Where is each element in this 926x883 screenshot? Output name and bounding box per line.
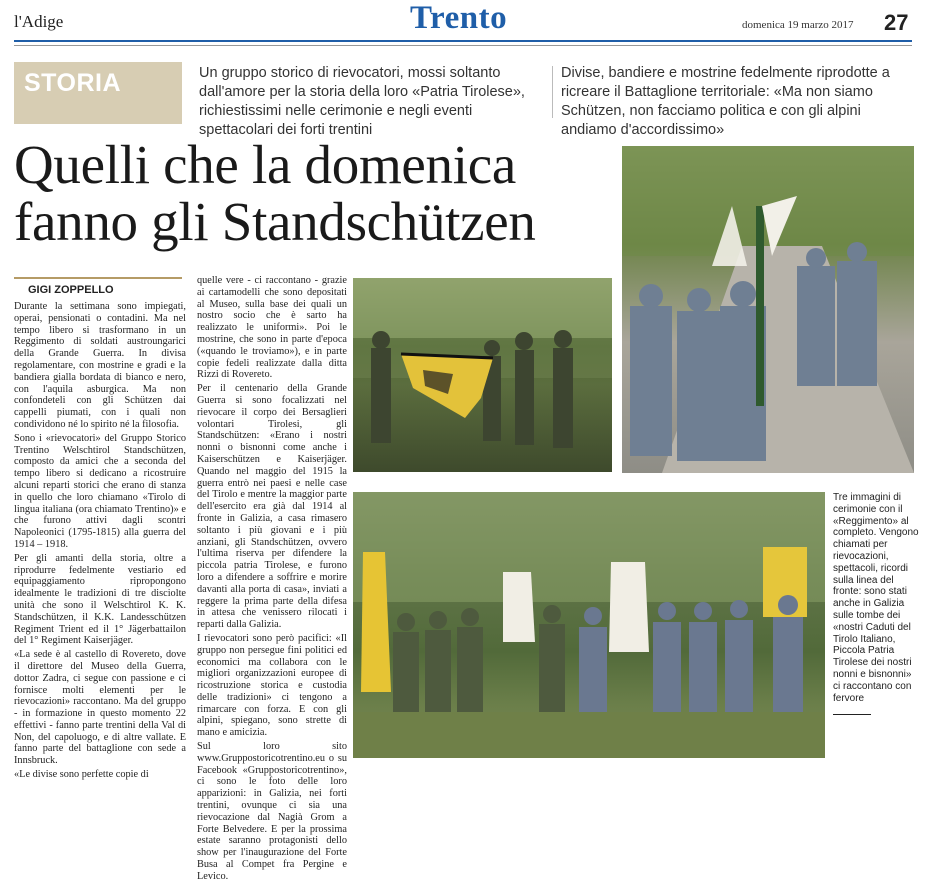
article-column-2 (197, 275, 347, 882)
paragraph: Sono i «rievocatori» del Gruppo Storico Trentino Welschtirol Standschützen, composto da amici che a seconda del tempo libero si dedicano a ricostruire alcuni reparti storici che erano di stanza in quello che loro chiamano «Tirolo di lingua italiana (ora chiamato Trentino)» e che furono attivi dagli scontri Napoleonici (1795-1815) alla guerra del 1914 – 1918. (14, 432, 186, 550)
masthead-rule-thin (14, 45, 912, 46)
photo-caption: Tre immagini di cerimonie con il «Reggimento» al completo. Vengono chiamati per rievocazioni, spettacoli, ricordi sulla linea del fronte: sono stati anche in Galizia sulle tombe dei «nostri Caduti del Tirolo Italiano, Piccola Patria Tirolese dei nostri nonni e bisnonni» ci raccontano con fervore (833, 492, 919, 704)
article-column-1 (14, 301, 186, 781)
paragraph: quelle vere - ci raccontano - grazie ai cartamodelli che sono depositati al Museo, sulla base dei quali un nostro socio che è sarto ha realizzato le uniformi». Poi le mostrine, che sono in parte d'epoca («quando le troviamo»), e in parte copie fedeli realizzate dalla ditta Rizzi di Rovereto. (197, 275, 347, 381)
photo-flag-ceremony-illustration (353, 278, 612, 472)
masthead-rule (14, 40, 912, 42)
byline: GIGI ZOPPELLO (28, 284, 114, 296)
photo-flag-ceremony (353, 278, 612, 472)
paragraph: «Le divise sono perfette copie di (14, 769, 149, 781)
caption-rule (833, 714, 871, 715)
page-number: 27 (884, 10, 909, 35)
kicker-label: STORIA (24, 69, 121, 97)
paragraph: Per gli amanti della storia, oltre a riprodurre fedelmente vestiario ed equipaggiamento ripropongono idealmente le tradizioni di tre disciolte unità che sono il Welschtirol K. K. Standschützen, il K.K. Landesschützen Regiment Trient ed il 1° Jägerbattailon del 1° Regiment Kaiserjäger. (14, 552, 186, 647)
photo-regiment-lineup-illustration (353, 492, 825, 758)
dateline: domenica 19 marzo 2017 (742, 19, 854, 31)
byline-rule (14, 277, 182, 279)
paragraph: «La sede è al castello di Rovereto, dove il direttore del Museo della Guerra, dottor Zadra, ci segue con passione e ci fornisce molti elementi per le rievocazioni» raccontano. Ma del gruppo - in formazione in questo momento 22 effettivi - fanno parte trentini della Val di Non, del capoluogo, e di altre vallate. E fanno parte del battaglione con sede a Innsbruck. (14, 649, 186, 767)
photo-parade (622, 146, 914, 473)
summary-left: Un gruppo storico di rievocatori, mossi soltanto dall'amore per la storia della loro «Patria Tirolese», richiestissimi nelle cerimonie e negli eventi spettacolari dei forti trentini (199, 65, 525, 138)
summary-right: Divise, bandiere e mostrine fedelmente riprodotte a ricreare il Battaglione territoriale: «Ma non siamo Schützen, non facciamo politica e con gli alpini andiamo d'accordissimo» (561, 65, 890, 138)
kicker-box (14, 62, 182, 124)
photo-parade-illustration (622, 146, 914, 473)
paragraph: Durante la settimana sono impiegati, operai, pensionati o contadini. Ma nel tempo libero si trasformano in un Reggimento di soldati austroungarici della Grande Guerra. In divisa regolamentare, con mostrine e gradi e la bandiera gialla bordata di bianco e nero, con l'aquila asburgica. Ma non confondeteli con gli Schützen dai cappelli piumati, con i quali non condividono né lo spirito né la filosofia. (14, 301, 186, 430)
paragraph: I rievocatori sono però pacifici: «Il gruppo non persegue fini politici ed economici ma collabora con le migliori organizzazioni europee di ricostruzione storica e custodia delle tradizioni» ci tengono a rimarcare con forza. E con gli alpini, spiegano, sono strette di mano e amicizia. (197, 632, 347, 739)
section-title: Trento (410, 0, 508, 36)
headline: Quelli che la domenica fanno gli Standschützen (14, 134, 536, 252)
newspaper-name: l'Adige (14, 12, 64, 31)
summary-divider (552, 66, 553, 118)
paragraph: Per il centenario della Grande Guerra si sono focalizzati nel rievocare il corpo dei Bersaglieri volontari Tirolesi, gli Standschützen: «Erano i nostri nonni o bisnonni come anche i Kaiserschützen e Kaiserjäger. Quando nel maggio del 1915 la guerra entrò nei paesi e nelle case del Tirolo e mentre la maggior parte dell'esercito era già dal 1914 al fronte in Galizia, a casa rimasero soltanto i più giovani e i più anziani, gli Standschützen, ovvero l'ultima riserva per difendere la piccola patria Tirolese, e furono loro a difendere a soffrire e morire davanti alla porta di casa», inviati a reggere la prima parte della difesa in attesa che venissero rilocati i reparti dalla Galizia. (197, 383, 347, 631)
photo-regiment-lineup (353, 492, 825, 758)
paragraph: Sul loro sito www.Gruppostoricotrentino.eu o su Facebook «Gruppostoricotrentino», ci sono le foto delle loro apparizioni: in Galizia, nei forti trentini, ovunque ci sia una rievocazione dal Nagià Grom a Forte Belvedere. E per la prossima estate saranno protagonisti dello show per l'inaugurazione del Forte Busa al Compet fra Pergine e Levico. (197, 741, 347, 882)
